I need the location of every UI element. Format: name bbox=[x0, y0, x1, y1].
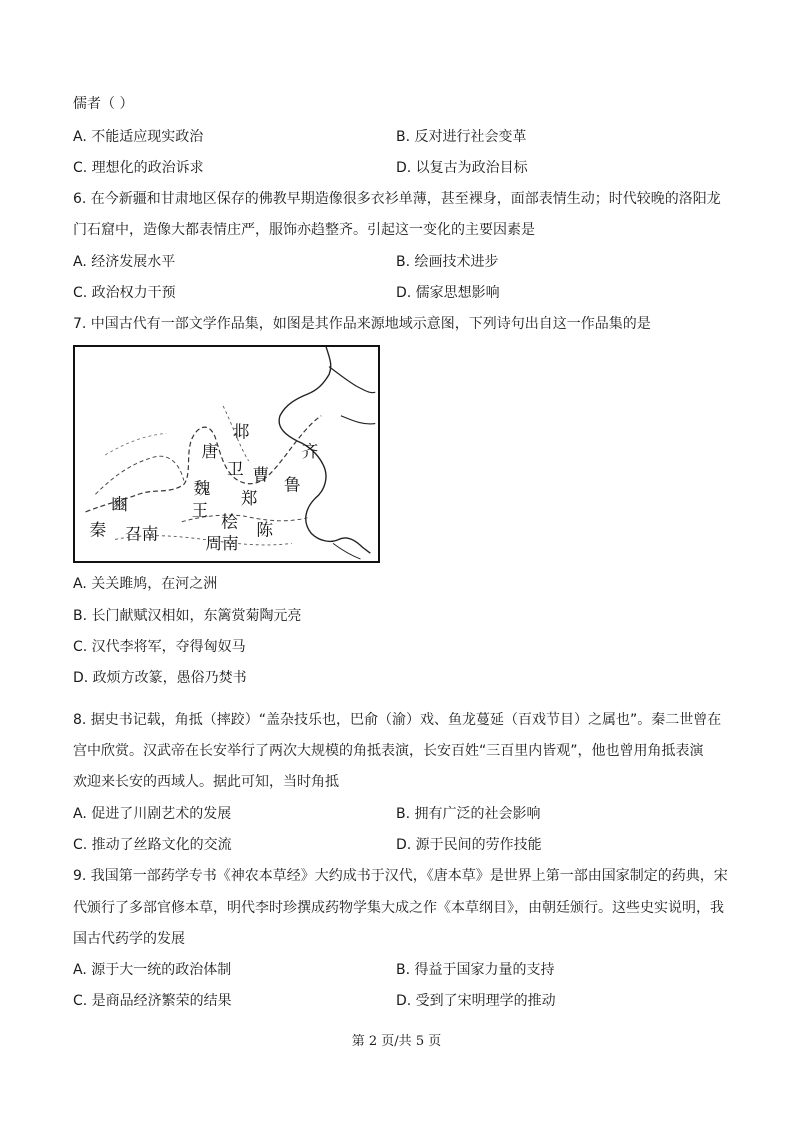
map-label-zhounan: 周南 bbox=[205, 534, 239, 554]
q7-option-a: A. 关关雎鸠，在河之洲 bbox=[73, 576, 218, 592]
question-5-tail: 儒者（ ） bbox=[73, 96, 134, 112]
question-8-stem-line2: 宫中欣赏。汉武帝在长安举行了两次大规模的角抵表演，长安百姓“三百里内皆观”，他也曾用角抵表演 bbox=[73, 743, 704, 759]
map-label-bin: 豳 bbox=[111, 494, 128, 514]
map-label-wang: 王 bbox=[191, 500, 209, 520]
map-label-zheng: 郑 bbox=[240, 489, 258, 509]
q9-option-d: D. 受到了宋明理学的推动 bbox=[396, 993, 556, 1009]
northwest-river-path bbox=[105, 433, 166, 455]
q8-option-c: C. 推动了丝路文化的交流 bbox=[73, 837, 232, 853]
q6-option-d: D. 儒家思想影响 bbox=[396, 285, 500, 301]
q6-option-c: C. 政治权力干预 bbox=[73, 285, 176, 301]
question-7-stem: 7. 中国古代有一部文学作品集，如图是其作品来源地域示意图，下列诗句出自这一作品集的是 bbox=[73, 316, 651, 332]
q8-option-a: A. 促进了川剧艺术的发展 bbox=[73, 806, 232, 822]
region-map-figure bbox=[73, 345, 380, 563]
question-6-stem-line1: 6. 在今新疆和甘肃地区保存的佛教早期造像很多衣衫单薄，甚至裸身，面部表情生动；时代较晚的洛阳龙 bbox=[73, 191, 721, 207]
question-9-stem-line1: 9. 我国第一部药学专书《神农本草经》大约成书于汉代，《唐本草》是世界上第一部由国家制定的药典，宋 bbox=[73, 868, 728, 884]
map-label-kuai: 桧 bbox=[221, 512, 238, 532]
question-8-stem-line3: 欢迎来长安的西域人。据此可知，当时角抵 bbox=[73, 774, 339, 790]
region-map-svg bbox=[75, 347, 378, 561]
q9-option-c: C. 是商品经济繁荣的结果 bbox=[73, 993, 232, 1009]
q9-option-b: B. 得益于国家力量的支持 bbox=[396, 962, 555, 978]
map-label-lu: 鲁 bbox=[283, 475, 301, 495]
map-label-bei: 邶 bbox=[232, 422, 250, 442]
q5-option-b: B. 反对进行社会变革 bbox=[396, 129, 527, 145]
q8-option-d: D. 源于民间的劳作技能 bbox=[396, 837, 542, 853]
western-river-path bbox=[95, 456, 183, 494]
page-footer: 第 2 页/共 5 页 bbox=[351, 1034, 442, 1049]
map-label-tang: 唐 bbox=[201, 441, 219, 461]
question-9-stem-line2: 代颁行了多部官修本草，明代李时珍撰成药物学集大成之作《本草纲目》，由朝廷颁行。这些史实说明，我 bbox=[73, 900, 724, 916]
q6-option-a: A. 经济发展水平 bbox=[73, 254, 176, 270]
q7-option-d: D. 政烦方改篆，愚俗乃焚书 bbox=[73, 670, 247, 686]
map-label-chen: 陈 bbox=[256, 520, 274, 540]
map-label-wei-state: 卫 bbox=[226, 459, 244, 479]
q7-option-b: B. 长门献赋汉相如，东篱赏菊陶元亮 bbox=[73, 608, 302, 624]
q5-option-a: A. 不能适应现实政治 bbox=[73, 129, 204, 145]
q7-option-c: C. 汉代李将军，夺得匈奴马 bbox=[73, 639, 246, 655]
map-label-qi: 齐 bbox=[301, 441, 319, 461]
bay-coast-path bbox=[329, 367, 375, 393]
southern-coast-path bbox=[333, 543, 360, 559]
q5-option-c: C. 理想化的政治诉求 bbox=[73, 160, 204, 176]
q8-option-b: B. 拥有广泛的社会影响 bbox=[396, 806, 541, 822]
question-8-stem-line1: 8. 据史书记载，角抵（摔跤）“盖杂技乐也，巴俞（渝）戏、鱼龙蔓延（百戏节目）之属也”。秦二世曾在 bbox=[73, 712, 722, 728]
q5-option-d: D. 以复古为政治目标 bbox=[396, 160, 528, 176]
peninsula-coast-path bbox=[341, 416, 375, 424]
map-label-qin: 秦 bbox=[89, 520, 107, 540]
map-label-shaonan: 召南 bbox=[124, 524, 159, 544]
map-label-cao: 曹 bbox=[252, 465, 270, 485]
question-9-stem-line3: 国古代药学的发展 bbox=[73, 931, 185, 947]
map-label-wei: 魏 bbox=[193, 479, 211, 499]
question-6-stem-line2: 门石窟中，造像大都表情庄严，服饰亦趋整齐。引起这一变化的主要因素是 bbox=[73, 222, 535, 238]
q9-option-a: A. 源于大一统的政治体制 bbox=[73, 962, 232, 978]
q6-option-b: B. 绘画技术进步 bbox=[396, 254, 499, 270]
coastline-path bbox=[279, 347, 370, 553]
